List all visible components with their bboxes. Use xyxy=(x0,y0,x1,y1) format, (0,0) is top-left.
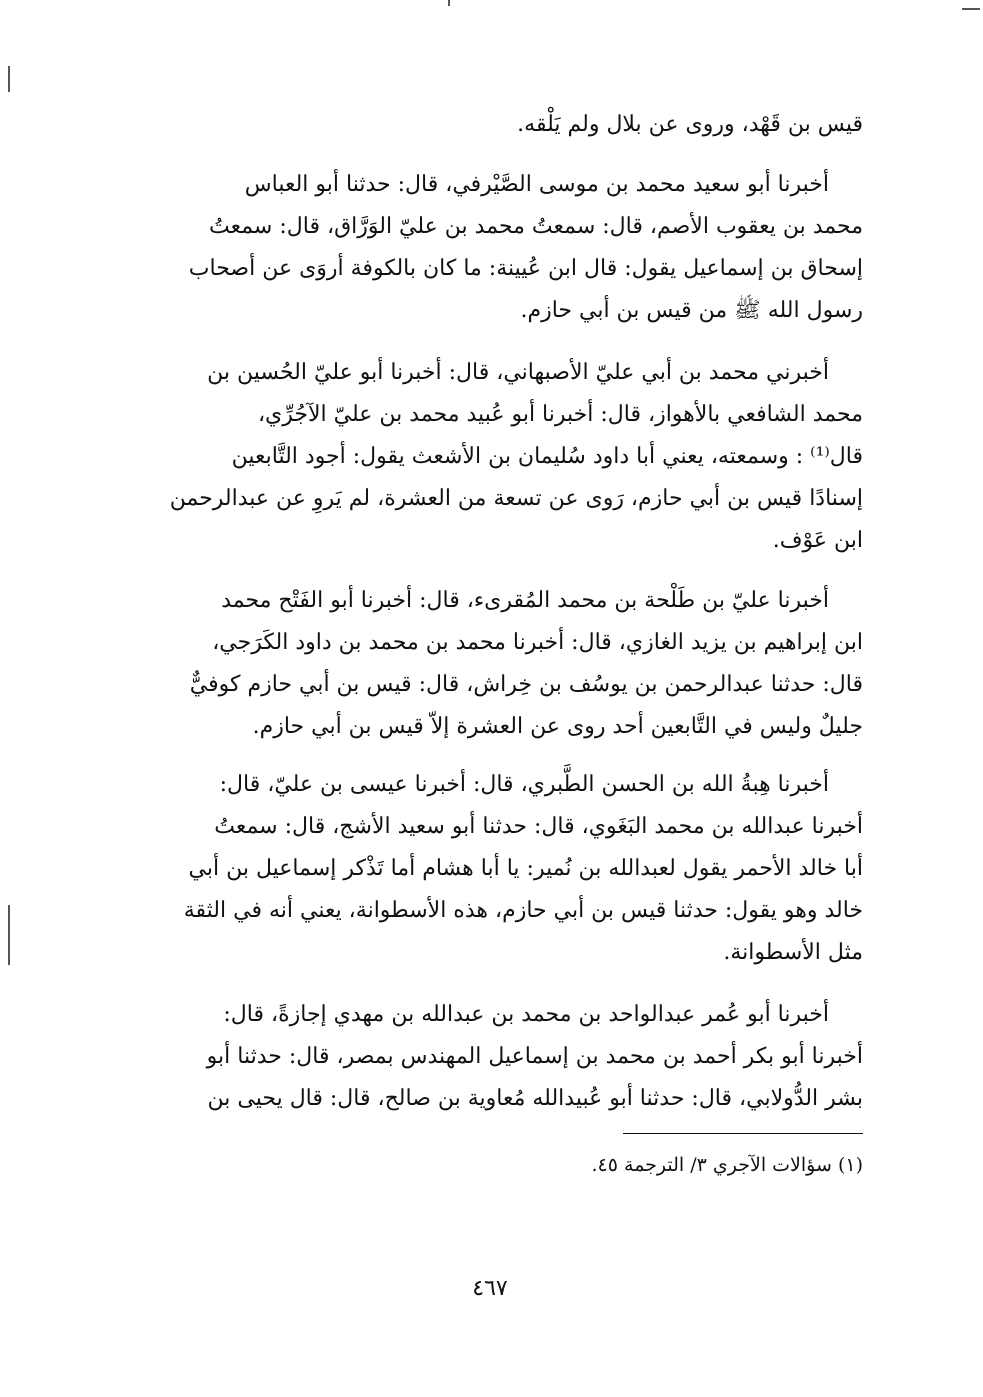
paragraph-continuation xyxy=(160,104,863,146)
scan-edge-mark xyxy=(8,66,10,92)
text-line: مثل الأسطوانة. xyxy=(723,940,863,965)
text-line: جليلٌ وليس في التَّابعين أحد روى عن العشرة إلاّ قيس بن أبي حازم. xyxy=(252,714,863,739)
text-line: رسول الله ﷺ من قيس بن أبي حازم. xyxy=(520,298,863,323)
text-line: أخبرني محمد بن أبي عليّ الأصبهاني، قال: أخبرنا أبو عليّ الحُسين بن xyxy=(207,360,829,385)
text-line: أخبرنا أبو عُمر عبدالواحد بن محمد بن عبدالله بن مهدي إجازةً، قال: xyxy=(223,1002,829,1027)
text-line: أخبرنا أبو سعيد محمد بن موسى الصَّيْرفي، قال: حدثنا أبو العباس xyxy=(244,172,829,197)
scan-edge-mark xyxy=(448,0,450,6)
text-line: بشر الدُّولابي، قال: حدثنا أبو عُبيدالله مُعاوية بن صالح، قال: قال يحيى بن xyxy=(207,1086,863,1111)
paragraph-5 xyxy=(160,994,863,1120)
text-line: أخبرنا عليّ بن طَلْحة بن محمد المُقرىء، قال: أخبرنا أبو الفَتْح محمد xyxy=(221,588,829,613)
footnote-separator xyxy=(623,1133,863,1134)
paragraph-3 xyxy=(160,580,863,748)
text-line: إسنادًا قيس بن أبي حازم، رَوى عن تسعة من العشرة، لم يَروِ عن عبدالرحمن xyxy=(169,486,863,511)
text-line: محمد الشافعي بالأهواز، قال: أخبرنا أبو عُبيد محمد بن عليّ الآجُرِّي، xyxy=(257,402,863,427)
text-line: قال: حدثنا عبدالرحمن بن يوسُف بن خِراش، قال: قيس بن أبي حازم كوفيٌّ xyxy=(189,672,863,697)
text-line: قيس بن قَهْد، وروى عن بلال ولم يَلْقه. xyxy=(517,112,863,137)
paragraph-4 xyxy=(160,764,863,974)
paragraph-1 xyxy=(160,164,863,332)
paragraph-2 xyxy=(160,352,863,562)
scan-edge-mark xyxy=(8,905,10,965)
text-line: أخبرنا أبو بكر أحمد بن محمد بن إسماعيل المهندس بمصر، قال: حدثنا أبو xyxy=(206,1044,863,1069)
text-line: أخبرنا هِبةُ الله بن الحسن الطَّبري، قال: أخبرنا عيسى بن عليّ، قال: xyxy=(219,772,829,797)
text-line: أبا خالد الأحمر يقول لعبدالله بن نُمير: يا أبا هشام أما تَذْكر إسماعيل بن أبي xyxy=(188,856,863,881)
text-line: محمد بن يعقوب الأصم، قال: سمعتُ محمد بن عليّ الوَرَّاق، قال: سمعتُ xyxy=(209,214,863,239)
footnote: (١) سؤالات الآجري ٣/ الترجمة ٤٥. xyxy=(591,1154,863,1176)
text-line: ابن إبراهيم بن يزيد الغازي، قال: أخبرنا محمد بن محمد بن داود الكَرَجي، xyxy=(212,630,863,655)
text-line: قال⁽¹⁾ : وسمعته، يعني أبا داود سُليمان بن الأشعث يقول: أجود التَّابعين xyxy=(231,444,863,469)
text-line: إسحاق بن إسماعيل يقول: قال ابن عُيينة: ما كان بالكوفة أروَى عن أصحاب xyxy=(188,256,863,281)
text-line: ابن عَوْف. xyxy=(772,528,863,553)
text-line: خالد وهو يقول: حدثنا قيس بن أبي حازم، هذه الأسطوانة، يعني أنه في الثقة xyxy=(183,898,863,923)
page-number: ٤٦٧ xyxy=(472,1276,508,1301)
scan-edge-mark xyxy=(962,8,980,10)
text-line: أخبرنا عبدالله بن محمد البَغَوي، قال: حدثنا أبو سعيد الأشج، قال: سمعتُ xyxy=(214,814,863,839)
